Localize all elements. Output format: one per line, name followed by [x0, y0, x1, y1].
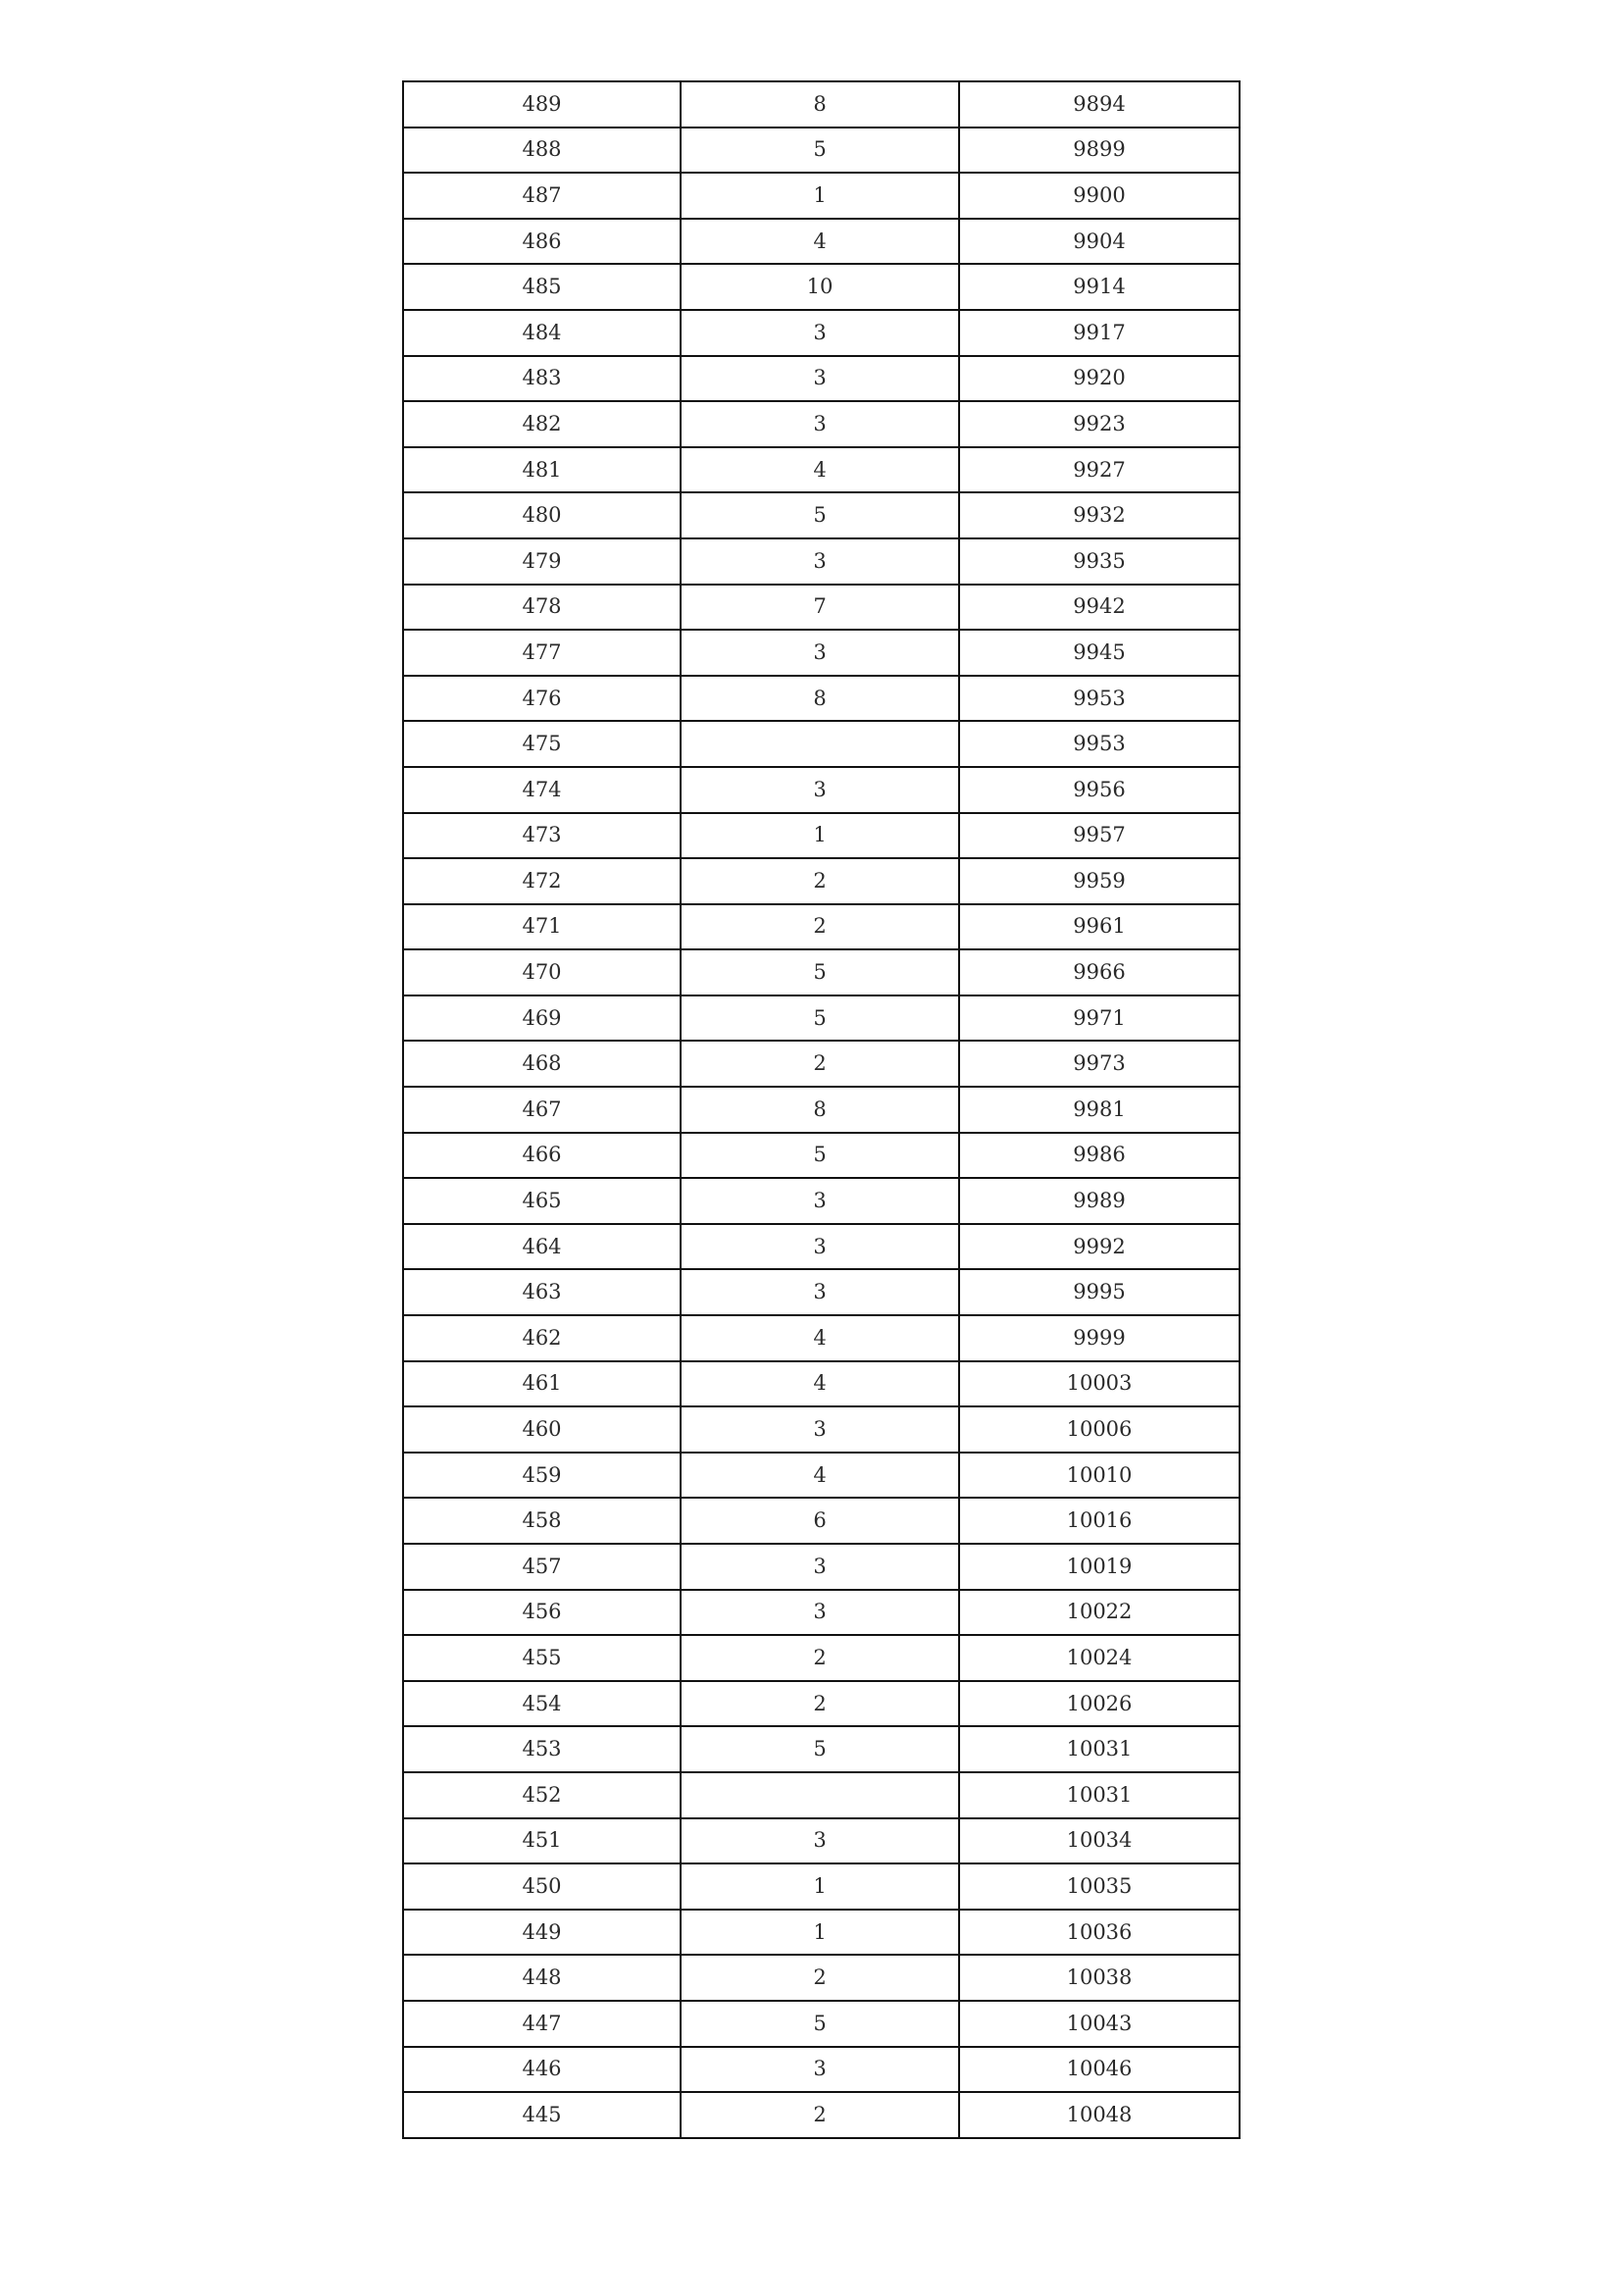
cumulative-cell: 10016	[959, 1498, 1240, 1544]
cumulative-cell: 10003	[959, 1361, 1240, 1407]
table-row	[403, 1133, 1240, 1179]
cumulative-cell: 9914	[959, 264, 1240, 310]
cumulative-cell: 9899	[959, 128, 1240, 174]
count-cell: 3	[681, 401, 959, 447]
cumulative-cell: 9986	[959, 1133, 1240, 1179]
table-row	[403, 538, 1240, 585]
count-cell: 7	[681, 585, 959, 631]
count-cell: 3	[681, 767, 959, 813]
cumulative-cell: 9957	[959, 813, 1240, 859]
table-row	[403, 81, 1240, 128]
table-row	[403, 447, 1240, 493]
count-cell: 5	[681, 995, 959, 1042]
count-cell: 5	[681, 1133, 959, 1179]
count-cell: 3	[681, 1224, 959, 1270]
count-cell: 2	[681, 1955, 959, 2001]
cumulative-cell: 9956	[959, 767, 1240, 813]
count-cell: 3	[681, 630, 959, 676]
table-row	[403, 1178, 1240, 1224]
score-cell: 476	[403, 676, 681, 722]
cumulative-cell: 10036	[959, 1910, 1240, 1956]
cumulative-cell: 10026	[959, 1681, 1240, 1727]
cumulative-cell: 10006	[959, 1406, 1240, 1453]
cumulative-cell: 9953	[959, 721, 1240, 767]
table-body	[403, 81, 1240, 2138]
cumulative-cell: 10024	[959, 1635, 1240, 1681]
cumulative-cell: 9953	[959, 676, 1240, 722]
count-cell: 4	[681, 1361, 959, 1407]
table-row	[403, 1498, 1240, 1544]
table-row	[403, 2047, 1240, 2093]
cumulative-cell: 9999	[959, 1315, 1240, 1361]
score-cell: 474	[403, 767, 681, 813]
table-row	[403, 356, 1240, 402]
cumulative-cell: 9945	[959, 630, 1240, 676]
score-cell: 482	[403, 401, 681, 447]
score-cell: 478	[403, 585, 681, 631]
score-cell: 485	[403, 264, 681, 310]
score-cell: 451	[403, 1818, 681, 1864]
score-cell: 477	[403, 630, 681, 676]
count-cell: 3	[681, 1406, 959, 1453]
count-cell: 4	[681, 219, 959, 265]
score-cell: 454	[403, 1681, 681, 1727]
table-row	[403, 676, 1240, 722]
count-cell: 3	[681, 1818, 959, 1864]
cumulative-cell: 9971	[959, 995, 1240, 1042]
score-cell: 466	[403, 1133, 681, 1179]
score-cell: 470	[403, 949, 681, 995]
cumulative-cell: 10034	[959, 1818, 1240, 1864]
cumulative-cell: 9917	[959, 310, 1240, 356]
score-cell: 465	[403, 1178, 681, 1224]
score-cell: 448	[403, 1955, 681, 2001]
count-cell: 3	[681, 2047, 959, 2093]
cumulative-cell: 9992	[959, 1224, 1240, 1270]
count-cell: 2	[681, 2092, 959, 2138]
count-cell: 6	[681, 1498, 959, 1544]
table-row	[403, 1818, 1240, 1864]
score-cell: 456	[403, 1590, 681, 1636]
score-cell: 479	[403, 538, 681, 585]
table-row	[403, 1635, 1240, 1681]
table-row	[403, 1087, 1240, 1133]
score-cell: 472	[403, 858, 681, 904]
score-cell: 480	[403, 492, 681, 538]
table-row	[403, 1590, 1240, 1636]
count-cell: 2	[681, 1635, 959, 1681]
cumulative-cell: 9923	[959, 401, 1240, 447]
score-cell: 488	[403, 128, 681, 174]
cumulative-cell: 9966	[959, 949, 1240, 995]
table-row	[403, 904, 1240, 950]
table-row	[403, 949, 1240, 995]
table-row	[403, 1955, 1240, 2001]
cumulative-cell: 9981	[959, 1087, 1240, 1133]
table-row	[403, 1269, 1240, 1315]
cumulative-cell: 10046	[959, 2047, 1240, 2093]
count-cell: 5	[681, 2001, 959, 2047]
score-cell: 450	[403, 1863, 681, 1910]
score-cell: 445	[403, 2092, 681, 2138]
score-cell: 447	[403, 2001, 681, 2047]
cumulative-cell: 10048	[959, 2092, 1240, 2138]
score-cell: 483	[403, 356, 681, 402]
score-table	[402, 80, 1241, 2139]
cumulative-cell: 10038	[959, 1955, 1240, 2001]
score-cell: 484	[403, 310, 681, 356]
table-row	[403, 1315, 1240, 1361]
score-cell: 464	[403, 1224, 681, 1270]
cumulative-cell: 9973	[959, 1041, 1240, 1087]
score-cell: 460	[403, 1406, 681, 1453]
table-row	[403, 995, 1240, 1042]
cumulative-cell: 9932	[959, 492, 1240, 538]
cumulative-cell: 9942	[959, 585, 1240, 631]
count-cell	[681, 721, 959, 767]
count-cell: 1	[681, 173, 959, 219]
score-cell: 481	[403, 447, 681, 493]
score-cell: 458	[403, 1498, 681, 1544]
cumulative-cell: 9920	[959, 356, 1240, 402]
count-cell: 3	[681, 1178, 959, 1224]
table-row	[403, 2092, 1240, 2138]
count-cell: 4	[681, 447, 959, 493]
score-cell: 489	[403, 81, 681, 128]
table-row	[403, 1361, 1240, 1407]
table-row	[403, 1681, 1240, 1727]
score-cell: 475	[403, 721, 681, 767]
table-row	[403, 173, 1240, 219]
count-cell: 2	[681, 858, 959, 904]
score-cell: 455	[403, 1635, 681, 1681]
table-row	[403, 1863, 1240, 1910]
count-cell: 8	[681, 676, 959, 722]
table-row	[403, 1544, 1240, 1590]
score-cell: 486	[403, 219, 681, 265]
score-cell: 467	[403, 1087, 681, 1133]
cumulative-cell: 9904	[959, 219, 1240, 265]
score-cell: 462	[403, 1315, 681, 1361]
count-cell: 1	[681, 1910, 959, 1956]
table-row	[403, 1772, 1240, 1818]
score-cell: 487	[403, 173, 681, 219]
cumulative-cell: 10043	[959, 2001, 1240, 2047]
table-row	[403, 310, 1240, 356]
count-cell: 4	[681, 1315, 959, 1361]
table-row	[403, 767, 1240, 813]
count-cell	[681, 1772, 959, 1818]
table-row	[403, 630, 1240, 676]
cumulative-cell: 9995	[959, 1269, 1240, 1315]
count-cell: 8	[681, 1087, 959, 1133]
cumulative-cell: 10019	[959, 1544, 1240, 1590]
score-cell: 457	[403, 1544, 681, 1590]
table-row	[403, 585, 1240, 631]
count-cell: 3	[681, 1269, 959, 1315]
cumulative-cell: 9959	[959, 858, 1240, 904]
score-cell: 461	[403, 1361, 681, 1407]
count-cell: 3	[681, 310, 959, 356]
table-row	[403, 219, 1240, 265]
table-row	[403, 1224, 1240, 1270]
cumulative-cell: 9894	[959, 81, 1240, 128]
count-cell: 5	[681, 949, 959, 995]
cumulative-cell: 10035	[959, 1863, 1240, 1910]
count-cell: 2	[681, 904, 959, 950]
cumulative-cell: 9989	[959, 1178, 1240, 1224]
table-row	[403, 2001, 1240, 2047]
count-cell: 10	[681, 264, 959, 310]
table-row	[403, 264, 1240, 310]
table-row	[403, 401, 1240, 447]
count-cell: 4	[681, 1453, 959, 1499]
table-row	[403, 1910, 1240, 1956]
table-row	[403, 492, 1240, 538]
count-cell: 3	[681, 538, 959, 585]
table-row	[403, 1453, 1240, 1499]
table-row	[403, 721, 1240, 767]
score-cell: 463	[403, 1269, 681, 1315]
score-cell: 459	[403, 1453, 681, 1499]
cumulative-cell: 9935	[959, 538, 1240, 585]
count-cell: 8	[681, 81, 959, 128]
count-cell: 2	[681, 1041, 959, 1087]
score-cell: 473	[403, 813, 681, 859]
table-row	[403, 1726, 1240, 1772]
cumulative-cell: 10010	[959, 1453, 1240, 1499]
count-cell: 5	[681, 1726, 959, 1772]
score-cell: 452	[403, 1772, 681, 1818]
table-row	[403, 128, 1240, 174]
count-cell: 5	[681, 128, 959, 174]
cumulative-cell: 10022	[959, 1590, 1240, 1636]
score-cell: 449	[403, 1910, 681, 1956]
count-cell: 1	[681, 1863, 959, 1910]
table-row	[403, 1406, 1240, 1453]
cumulative-cell: 10031	[959, 1726, 1240, 1772]
score-cell: 469	[403, 995, 681, 1042]
score-cell: 453	[403, 1726, 681, 1772]
cumulative-cell: 10031	[959, 1772, 1240, 1818]
count-cell: 3	[681, 1590, 959, 1636]
cumulative-cell: 9961	[959, 904, 1240, 950]
count-cell: 1	[681, 813, 959, 859]
table-row	[403, 1041, 1240, 1087]
count-cell: 5	[681, 492, 959, 538]
table-row	[403, 813, 1240, 859]
count-cell: 3	[681, 356, 959, 402]
cumulative-cell: 9927	[959, 447, 1240, 493]
score-cell: 446	[403, 2047, 681, 2093]
score-cell: 468	[403, 1041, 681, 1087]
table-row	[403, 858, 1240, 904]
cumulative-cell: 9900	[959, 173, 1240, 219]
count-cell: 2	[681, 1681, 959, 1727]
score-cell: 471	[403, 904, 681, 950]
count-cell: 3	[681, 1544, 959, 1590]
